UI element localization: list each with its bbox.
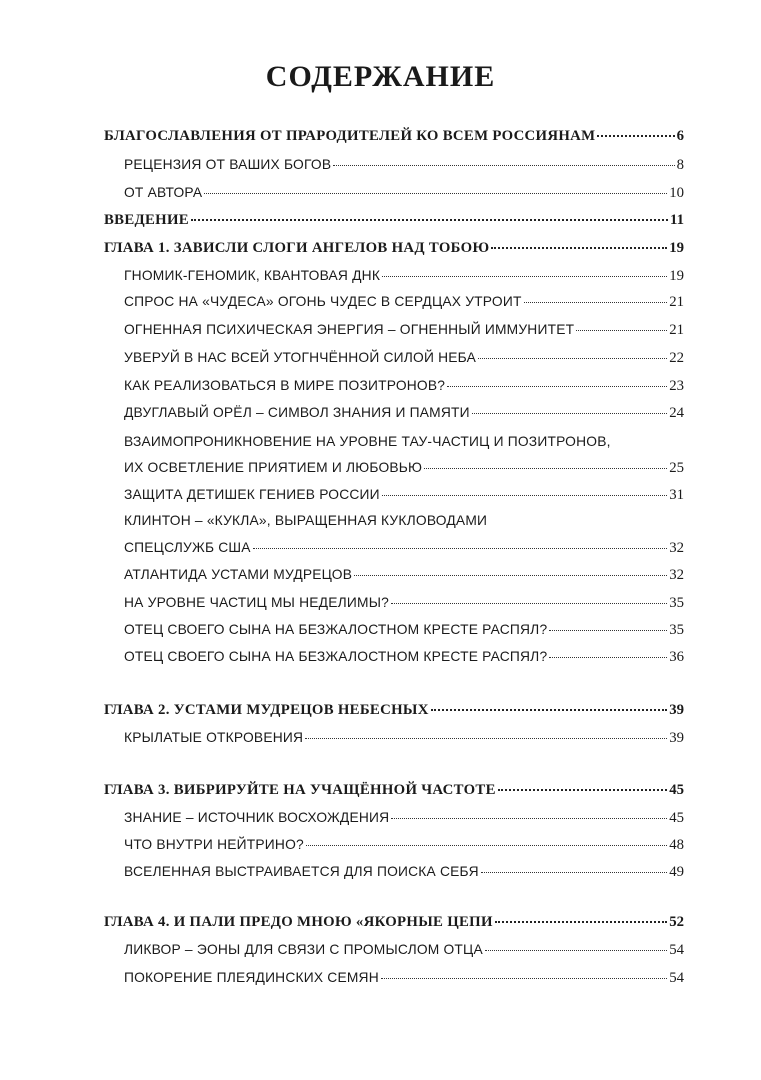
toc-entry[interactable] [104, 914, 684, 936]
toc-entry[interactable] [124, 810, 684, 832]
toc-entry-page: 21 [669, 322, 684, 338]
toc-leader [576, 330, 667, 331]
toc-entry[interactable] [124, 322, 684, 344]
toc-entry[interactable] [124, 460, 684, 482]
toc-entry-title: ГЛАВА 3. ВИБРИРУЙТЕ НА УЧАЩЁННОЙ ЧАСТОТЕ [104, 782, 496, 798]
toc-leader [391, 603, 667, 604]
toc-leader [524, 302, 668, 303]
toc-entry-title: ЧТО ВНУТРИ НЕЙТРИНО? [124, 837, 304, 852]
toc-entry-page: 24 [669, 405, 684, 421]
toc-leader [382, 276, 667, 277]
toc-leader [381, 978, 667, 979]
toc-leader [382, 495, 667, 496]
toc-entry[interactable] [124, 185, 684, 207]
toc-entry-title: КАК РЕАЛИЗОВАТЬСЯ В МИРЕ ПОЗИТРОНОВ? [124, 378, 446, 393]
toc-entry-title: КРЫЛАТЫЕ ОТКРОВЕНИЯ [124, 730, 304, 745]
toc-leader [478, 358, 667, 359]
toc-entry[interactable] [124, 350, 684, 372]
toc-leader [431, 709, 668, 711]
toc-entry-title: ОТЕЦ СВОЕГО СЫНА НА БЕЗЖАЛОСТНОМ КРЕСТЕ РАСПЯЛ? [124, 622, 548, 637]
toc-entry-title: АТЛАНТИДА УСТАМИ МУДРЕЦОВ [124, 567, 353, 582]
toc-entry-title: ЛИКВОР – ЭОНЫ ДЛЯ СВЯЗИ С ПРОМЫСЛОМ ОТЦА [124, 942, 483, 957]
toc-entry-title: НА УРОВНЕ ЧАСТИЦ МЫ НЕДЕЛИМЫ? [124, 595, 389, 610]
toc-leader [305, 738, 667, 739]
toc-leader [485, 950, 667, 951]
toc-leader [549, 657, 667, 658]
toc-entry-title: ГЛАВА 1. ЗАВИСЛИ СЛОГИ АНГЕЛОВ НАД ТОБОЮ [104, 240, 490, 256]
toc-entry-page: 11 [670, 212, 684, 228]
toc-entry-title: ЗАЩИТА ДЕТИШЕК ГЕНИЕВ РОССИИ [124, 487, 380, 502]
toc-entry-page: 8 [676, 157, 684, 173]
toc-entry-title: ВВЕДЕНИЕ [104, 212, 189, 228]
toc-entry[interactable] [124, 622, 684, 644]
toc-entry-title: ГНОМИК-ГЕНОМИК, КВАНТОВАЯ ДНК [124, 268, 381, 283]
toc-entry[interactable] [124, 864, 684, 886]
toc-leader [481, 872, 667, 873]
toc-leader [191, 219, 668, 221]
toc-entry-page: 54 [669, 970, 684, 986]
toc-leader [424, 468, 667, 469]
toc-entry-title-continued: ИХ ОСВЕТЛЕНИЕ ПРИЯТИЕМ И ЛЮБОВЬЮ [124, 460, 423, 475]
toc-leader [472, 413, 667, 414]
toc-entry-page: 48 [669, 837, 684, 853]
toc-entry-page: 32 [669, 567, 684, 583]
toc-leader [447, 386, 667, 387]
toc-leader [549, 630, 667, 631]
toc-entry[interactable] [104, 212, 684, 234]
toc-leader [491, 247, 667, 249]
toc-entry[interactable] [124, 378, 684, 400]
toc-entry[interactable] [104, 240, 684, 262]
toc-entry-page: 39 [669, 702, 684, 718]
toc-entry-page: 35 [669, 622, 684, 638]
toc-entry-page: 36 [669, 649, 684, 665]
page-title: СОДЕРЖАНИЕ [265, 60, 496, 93]
toc-entry-page: 23 [669, 378, 684, 394]
toc-entry[interactable] [124, 487, 684, 509]
toc-entry-title: УВЕРУЙ В НАС ВСЕЙ УТОГНЧЁННОЙ СИЛОЙ НЕБА [124, 350, 477, 365]
toc-entry-page: 45 [669, 782, 684, 798]
toc-entry-title-continued: СПЕЦСЛУЖБ США [124, 540, 251, 555]
toc-leader [354, 575, 667, 576]
toc-entry-page: 45 [669, 810, 684, 826]
toc-leader [306, 845, 667, 846]
toc-leader [333, 165, 674, 166]
toc-entry[interactable] [124, 595, 684, 617]
toc-entry-page: 22 [669, 350, 684, 366]
toc-leader [597, 135, 674, 137]
toc-entry-page: 19 [669, 240, 684, 256]
toc-entry-title: ОТЕЦ СВОЕГО СЫНА НА БЕЗЖАЛОСТНОМ КРЕСТЕ РАСПЯЛ? [124, 649, 548, 664]
toc-entry[interactable] [124, 157, 684, 179]
toc-entry-title: ОГНЕННАЯ ПСИХИЧЕСКАЯ ЭНЕРГИЯ – ОГНЕННЫЙ ИММУНИТЕТ [124, 322, 575, 337]
toc-entry-page: 25 [669, 460, 684, 476]
toc-entry[interactable] [124, 540, 684, 562]
toc-entry[interactable] [104, 702, 684, 724]
toc-entry-page: 35 [669, 595, 684, 611]
toc-entry-page: 31 [669, 487, 684, 503]
toc-leader [391, 818, 667, 819]
toc-entry-title: ГЛАВА 4. И ПАЛИ ПРЕДО МНОЮ «ЯКОРНЫЕ ЦЕПИ [104, 914, 493, 930]
toc-entry[interactable] [124, 268, 684, 290]
toc-entry[interactable] [104, 782, 684, 804]
toc-entry-page: 39 [669, 730, 684, 746]
toc-entry[interactable] [124, 567, 684, 589]
toc-entry-title: ГЛАВА 2. УСТАМИ МУДРЕЦОВ НЕБЕСНЫХ [104, 702, 429, 718]
toc-entry-title: ЗНАНИЕ – ИСТОЧНИК ВОСХОЖДЕНИЯ [124, 810, 390, 825]
toc-entry-title: ПОКОРЕНИЕ ПЛЕЯДИНСКИХ СЕМЯН [124, 970, 379, 985]
toc-entry-page: 10 [669, 185, 684, 201]
toc-entry-title: БЛАГОСЛАВЛЕНИЯ ОТ ПРАРОДИТЕЛЕЙ КО ВСЕМ РОССИЯНАМ [104, 128, 596, 144]
toc-entry-title: ДВУГЛАВЫЙ ОРЁЛ – СИМВОЛ ЗНАНИЯ И ПАМЯТИ [124, 405, 470, 420]
toc-entry-title: ОТ АВТОРА [124, 185, 203, 200]
toc-entry[interactable] [124, 970, 684, 992]
toc-entry[interactable] [124, 294, 684, 316]
toc-entry[interactable] [124, 837, 684, 859]
toc-entry-title: СПРОС НА «ЧУДЕСА» ОГОНЬ ЧУДЕС В СЕРДЦАХ УТРОИТ [124, 294, 522, 309]
toc-entry-page: 54 [669, 942, 684, 958]
toc-entry-page: 32 [669, 540, 684, 556]
toc-leader [498, 789, 667, 791]
toc-leader [204, 193, 667, 194]
toc-entry[interactable] [124, 942, 684, 964]
toc-entry-title: ВСЕЛЕННАЯ ВЫСТРАИВАЕТСЯ ДЛЯ ПОИСКА СЕБЯ [124, 864, 479, 879]
toc-entry-page: 6 [676, 128, 684, 144]
toc-entry[interactable] [124, 405, 684, 427]
toc-entry-page: 19 [669, 268, 684, 284]
toc-entry-title: ВЗАИМОПРОНИКНОВЕНИЕ НА УРОВНЕ ТАУ-ЧАСТИЦ И ПОЗИТРОНОВ, [124, 434, 611, 449]
toc-leader [253, 548, 668, 549]
toc-entry[interactable] [124, 649, 684, 671]
toc-entry[interactable] [124, 730, 684, 752]
toc-entry-page: 49 [669, 864, 684, 880]
toc-entry-title: КЛИНТОН – «КУКЛА», ВЫРАЩЕННАЯ КУКЛОВОДАМИ [124, 513, 488, 528]
toc-entry-title: РЕЦЕНЗИЯ ОТ ВАШИХ БОГОВ [124, 157, 332, 172]
toc-entry-page: 21 [669, 294, 684, 310]
toc-entry-page: 52 [669, 914, 684, 930]
toc-leader [495, 921, 667, 923]
toc-entry[interactable] [104, 128, 684, 150]
